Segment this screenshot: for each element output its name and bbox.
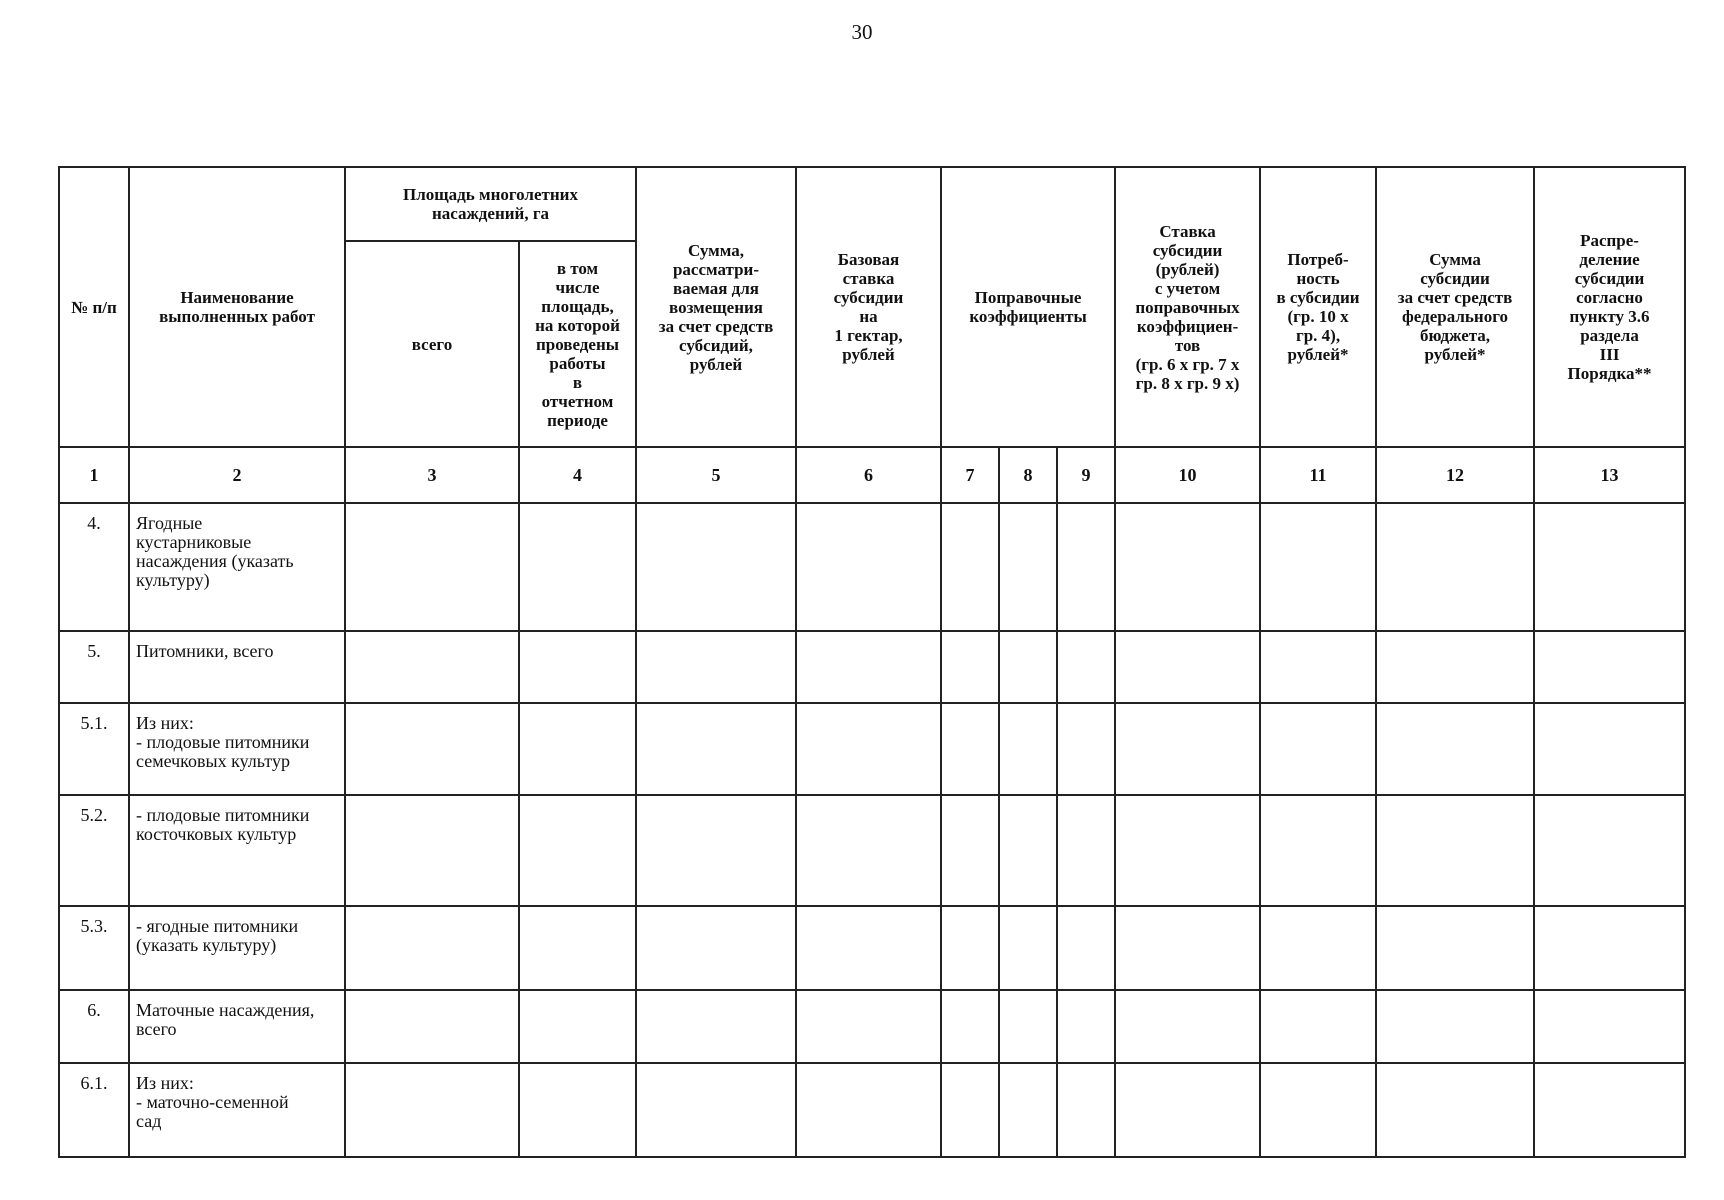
table-cell <box>519 631 636 703</box>
row-name: - плодовые питомники косточковых культур <box>129 795 345 906</box>
header-row-number: № п/п <box>59 167 129 447</box>
column-number: 8 <box>999 447 1057 503</box>
table-cell <box>1534 631 1685 703</box>
header-subsidy-distribution: Распре- деление субсидии согласно пункту 3.6 раздела III Порядка** <box>1534 167 1685 447</box>
column-number: 13 <box>1534 447 1685 503</box>
header-base-rate: Базовая ставка субсидии на 1 гектар, рублей <box>796 167 941 447</box>
table-cell <box>796 990 941 1063</box>
table-cell <box>1534 906 1685 990</box>
header-subsidy-need: Потреб- ность в субсидии (гр. 10 х гр. 4), рублей* <box>1260 167 1376 447</box>
column-number: 10 <box>1115 447 1260 503</box>
table-cell <box>519 906 636 990</box>
column-number: 6 <box>796 447 941 503</box>
row-number: 6.1. <box>59 1063 129 1157</box>
table-cell <box>345 990 519 1063</box>
column-number: 7 <box>941 447 999 503</box>
table-cell <box>1057 1063 1115 1157</box>
table-cell <box>796 503 941 631</box>
table-cell <box>1260 503 1376 631</box>
table-cell <box>1376 1063 1534 1157</box>
row-name: Ягодные кустарниковые насаждения (указать культуру) <box>129 503 345 631</box>
table-cell <box>519 990 636 1063</box>
table-cell <box>999 795 1057 906</box>
table-cell <box>796 795 941 906</box>
table-cell <box>1057 795 1115 906</box>
table-cell <box>1115 503 1260 631</box>
row-number: 4. <box>59 503 129 631</box>
header-sum-for-reimbursement: Сумма, рассматри- ваемая для возмещения за счет средств субсидий, рублей <box>636 167 796 447</box>
table-cell <box>1376 631 1534 703</box>
table-cell <box>796 631 941 703</box>
table-cell <box>1534 795 1685 906</box>
header-area-group: Площадь многолетних насаждений, га <box>345 167 636 241</box>
table-cell <box>941 703 999 795</box>
table-cell <box>796 703 941 795</box>
table-cell <box>1260 906 1376 990</box>
header-adjusted-rate: Ставка субсидии (рублей) с учетом поправочных коэффициен- тов (гр. 6 х гр. 7 х гр. 8 х гр. 9 х) <box>1115 167 1260 447</box>
table-cell <box>519 503 636 631</box>
table-cell <box>1057 906 1115 990</box>
table-cell <box>1115 906 1260 990</box>
table-cell <box>636 703 796 795</box>
table-cell <box>636 795 796 906</box>
table-cell <box>345 703 519 795</box>
table-cell <box>1260 990 1376 1063</box>
row-number: 5.3. <box>59 906 129 990</box>
table-cell <box>1376 503 1534 631</box>
row-name: Маточные насаждения, всего <box>129 990 345 1063</box>
table-cell <box>519 795 636 906</box>
table-cell <box>941 906 999 990</box>
table-cell <box>519 1063 636 1157</box>
table-cell <box>999 503 1057 631</box>
table-cell <box>1376 990 1534 1063</box>
table-cell <box>999 631 1057 703</box>
table-cell <box>999 1063 1057 1157</box>
column-number: 2 <box>129 447 345 503</box>
table-cell <box>1534 703 1685 795</box>
row-name: Питомники, всего <box>129 631 345 703</box>
table-cell <box>345 906 519 990</box>
header-area-total: всего <box>345 241 519 447</box>
table-cell <box>1260 631 1376 703</box>
table-row <box>59 631 1685 703</box>
table-cell <box>1260 1063 1376 1157</box>
table-cell <box>636 990 796 1063</box>
table-row <box>59 795 1685 906</box>
table-row <box>59 990 1685 1063</box>
header-federal-subsidy: Сумма субсидии за счет средств федерального бюджета, рублей* <box>1376 167 1534 447</box>
table-cell <box>1376 795 1534 906</box>
table-cell <box>636 631 796 703</box>
column-number: 4 <box>519 447 636 503</box>
table-cell <box>941 990 999 1063</box>
subsidy-form-table <box>58 166 1686 1158</box>
table-cell <box>345 1063 519 1157</box>
table-cell <box>1115 1063 1260 1157</box>
column-number: 11 <box>1260 447 1376 503</box>
table-cell <box>999 703 1057 795</box>
table-cell <box>1376 906 1534 990</box>
column-number: 1 <box>59 447 129 503</box>
table-cell <box>1057 703 1115 795</box>
row-name: Из них: - маточно-семенной сад <box>129 1063 345 1157</box>
row-number: 6. <box>59 990 129 1063</box>
table-cell <box>999 990 1057 1063</box>
column-number: 5 <box>636 447 796 503</box>
table-cell <box>941 631 999 703</box>
column-number: 3 <box>345 447 519 503</box>
table-row <box>59 1063 1685 1157</box>
table-cell <box>519 703 636 795</box>
header-area-worked: в том числе площадь, на которой проведены работы в отчетном периоде <box>519 241 636 447</box>
table-row <box>59 906 1685 990</box>
table-cell <box>636 503 796 631</box>
table-cell <box>1057 631 1115 703</box>
row-name: Из них: - плодовые питомники семечковых культур <box>129 703 345 795</box>
table-cell <box>1115 795 1260 906</box>
table-cell <box>1115 631 1260 703</box>
table-cell <box>1057 990 1115 1063</box>
table-cell <box>345 631 519 703</box>
table-cell <box>796 1063 941 1157</box>
table-cell <box>1260 703 1376 795</box>
table-cell <box>636 1063 796 1157</box>
table-cell <box>345 795 519 906</box>
table-cell <box>345 503 519 631</box>
table-cell <box>796 906 941 990</box>
header-correction-coefficients: Поправочные коэффициенты <box>941 167 1115 447</box>
column-number: 9 <box>1057 447 1115 503</box>
table-cell <box>636 906 796 990</box>
table-cell <box>1534 990 1685 1063</box>
header-work-name: Наименование выполненных работ <box>129 167 345 447</box>
table-cell <box>1115 990 1260 1063</box>
row-number: 5.1. <box>59 703 129 795</box>
table-cell <box>999 906 1057 990</box>
table-cell <box>941 503 999 631</box>
row-name: - ягодные питомники (указать культуру) <box>129 906 345 990</box>
table-cell <box>1115 703 1260 795</box>
table-row <box>59 703 1685 795</box>
table-cell <box>1057 503 1115 631</box>
row-number: 5. <box>59 631 129 703</box>
table-cell <box>941 795 999 906</box>
table-cell <box>1260 795 1376 906</box>
table-row <box>59 503 1685 631</box>
table-cell <box>1534 1063 1685 1157</box>
table-cell <box>1376 703 1534 795</box>
column-number: 12 <box>1376 447 1534 503</box>
table-cell <box>1534 503 1685 631</box>
page-number: 30 <box>851 20 873 44</box>
table-cell <box>941 1063 999 1157</box>
row-number: 5.2. <box>59 795 129 906</box>
